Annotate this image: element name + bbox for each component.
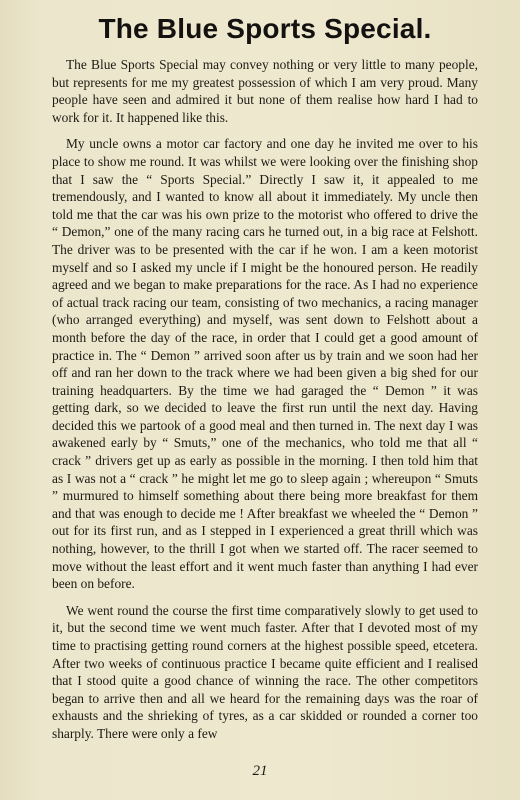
paragraph-3: We went round the course the first time comparatively slowly to get used to it, but the second time we went much faster. After that I devoted most of my time to practising getting round corners at the highest possible speed, etcetera. After two weeks of continuous practice I became quite efficient and I realised that I stood quite a good chance of winning the race. The other competitors began to arrive then and all we heard for the remaining days was the roar of exhausts and the shrieking of tyres, as a car skidded or rounded a corner too sharply. There were only a few: [52, 602, 478, 741]
paragraph-1: The Blue Sports Special may convey nothing or very little to many people, but represents for me my greatest possession of which I am very proud. Many people have seen and admired it but none of them realise how hard I had to work for it. It happened like this.: [52, 57, 478, 125]
page-number: 21: [252, 763, 268, 779]
page-title: The Blue Sports Special.: [98, 13, 432, 44]
paragraph-2: My uncle owns a motor car factory and one day he invited me over to his place to show me round. It was whilst we were looking over the finishing shop that I saw the “ Sports Special.” Directly I saw it, it appealed to me tremendously, and I wanted to know all about it immediately. My uncle then told me that the car was his own prize to the motorist who offered to drive the “ Demon,” one of the many racing cars he turned out, in a big race at Felshott. The driver was to be presented with the car if he won. I am a keen motorist myself and so I asked my uncle if I might be the honoured person. He readily agreed and we began to make preparations for the race. As I had no experience of actual track racing our team, consisting of two mechanics, a racing manager (who arranged everything) and myself, was sent down to Felshott about a month before the day of the race, in order that I could get a good amount of practice in. The “ Demon ” arrived soon after us by train and we soon had her off and ran her down to the track where we had been given a big shed for our training headquarters. By the time we had garaged the “ Demon ” it was getting dark, so we decided to leave the first run until the next day. Having decided this we partook of a good meal and then turned in. The next day I was awakened early by “ Smuts,” one of the mechanics, who told me that all “ crack ” drivers get up as early as possible in the morning. I then told him that as I was not a “ crack ” he might let me go to sleep again ; whereupon “ Smuts ” murmured to himself something about there being more breakfast for them and that was enough to decide me ! After breakfast we wheeled the “ Demon ” out for its first run, and as I stepped in I experienced a great thrill which was nothing, however, to the thrill I got when we started off. The racer seemed to move without the least effort and it went much faster than anything I had ever been on before.: [52, 136, 478, 592]
